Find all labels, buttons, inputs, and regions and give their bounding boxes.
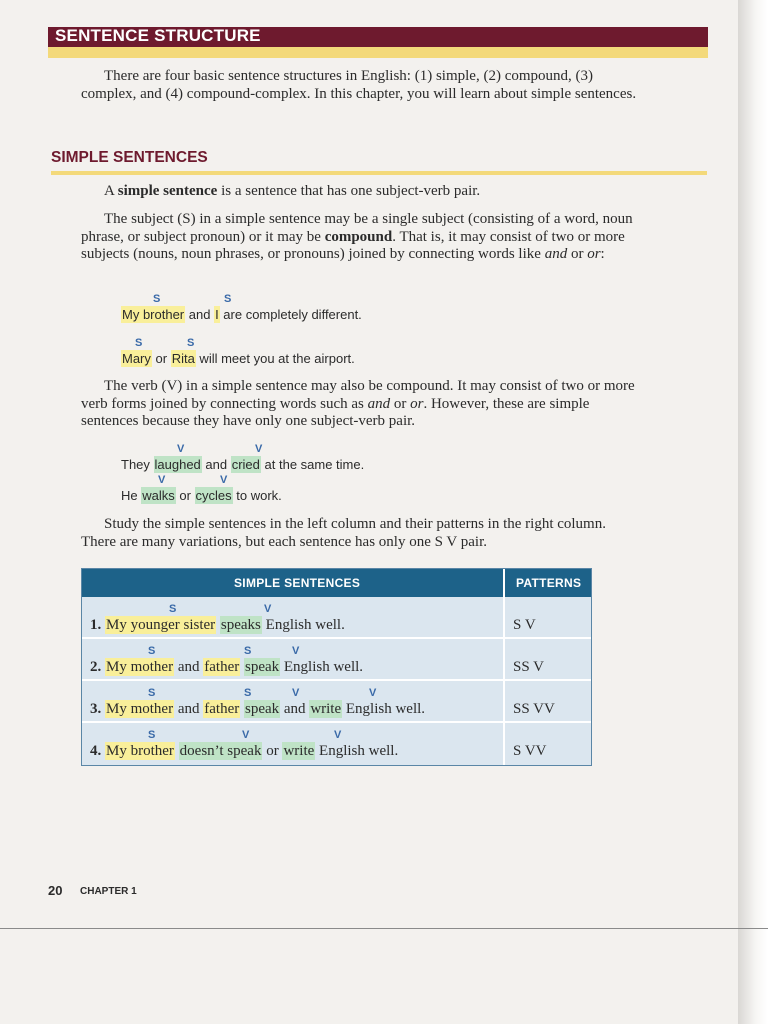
verb-marker: V: [369, 687, 377, 699]
definition-paragraph: A simple sentence is a sentence that has one subject-verb pair.: [104, 183, 481, 199]
verb-marker: V: [264, 603, 272, 615]
page-number: 20: [48, 883, 63, 898]
example-sentence: He walks or cycles to work.: [121, 488, 282, 503]
intro-paragraph: There are four basic sentence structures in English: (1) simple, (2) compound, (3) complex, and (4) compound-complex. In this chapter, you will learn about simple sentences.: [81, 68, 637, 102]
subject-marker: S: [244, 645, 252, 657]
table-row: 4. My brother doesn’t speak or write English well.: [90, 743, 399, 759]
verb-marker: V: [292, 687, 300, 699]
row-divider: [82, 637, 591, 639]
section-title: SIMPLE SENTENCES: [51, 149, 208, 166]
example-sentence: Mary or Rita will meet you at the airport.: [122, 351, 355, 366]
chapter-label: CHAPTER 1: [80, 886, 137, 897]
header-stripe: [48, 47, 708, 58]
column-header-patterns: PATTERNS: [516, 576, 582, 590]
column-header-sentences: SIMPLE SENTENCES: [234, 576, 361, 590]
subject-marker: S: [169, 603, 177, 615]
page-edge-shadow: [738, 0, 768, 1024]
verb-marker: V: [255, 443, 263, 455]
subject-marker: S: [187, 337, 195, 349]
column-divider: [503, 569, 505, 765]
pattern-cell: S V: [513, 617, 536, 633]
subject-marker: S: [135, 337, 143, 349]
row-divider: [82, 679, 591, 681]
subject-marker: S: [148, 687, 156, 699]
example-sentence: My brother and I are completely different.: [122, 307, 362, 322]
section-rule: [51, 171, 707, 175]
table-row: 2. My mother and father speak English well.: [90, 659, 364, 675]
subject-marker: S: [244, 687, 252, 699]
verb-marker: V: [220, 474, 228, 486]
subject-marker: S: [153, 293, 161, 305]
pattern-cell: S VV: [513, 743, 547, 759]
subject-paragraph: The subject (S) in a simple sentence may be a single subject (consisting of a word, noun phrase, or subject pronoun) or it may be compound. That is, it may consist of two or more subjects (nouns, noun phrases, or pronouns) joined by connecting words like and or or:: [81, 211, 633, 262]
row-divider: [82, 721, 591, 723]
verb-paragraph: The verb (V) in a simple sentence may also be compound. It may consist of two or more verb forms joined by connecting words such as and or or. However, these are simple sentences because they have only one subject-verb pair.: [81, 378, 635, 429]
example-sentence: They laughed and cried at the same time.: [121, 457, 365, 472]
verb-marker: V: [292, 645, 300, 657]
page-title: SENTENCE STRUCTURE: [55, 26, 261, 45]
subject-marker: S: [148, 729, 156, 741]
verb-marker: V: [334, 729, 342, 741]
study-paragraph: Study the simple sentences in the left column and their patterns in the right column. There are many variations, but each sentence has only one S V pair.: [81, 516, 606, 550]
verb-marker: V: [242, 729, 250, 741]
verb-marker: V: [177, 443, 185, 455]
patterns-table: [81, 568, 592, 766]
table-row: 3. My mother and father speak and write English well.: [90, 701, 426, 717]
table-row: 1. My younger sister speaks English well.: [90, 617, 345, 633]
subject-marker: S: [224, 293, 232, 305]
page-bottom-edge: [0, 928, 768, 929]
verb-marker: V: [158, 474, 166, 486]
pattern-cell: SS V: [513, 659, 544, 675]
pattern-cell: SS VV: [513, 701, 555, 717]
subject-marker: S: [148, 645, 156, 657]
